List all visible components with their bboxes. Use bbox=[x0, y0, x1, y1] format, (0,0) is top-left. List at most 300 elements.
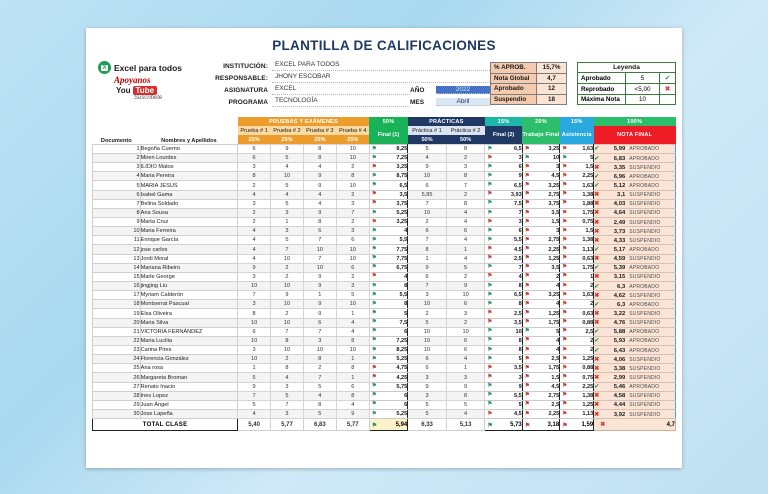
cell-prueba1[interactable]: 2 bbox=[238, 181, 271, 190]
cell-prueba1[interactable]: 8 bbox=[238, 309, 271, 318]
cell-practica1[interactable]: 6 bbox=[408, 364, 447, 373]
cell-final2[interactable]: ⚑ 3 bbox=[485, 218, 522, 227]
cell-nombre[interactable]: Isabel Gama bbox=[140, 190, 238, 199]
cell-prueba4[interactable]: 4 bbox=[336, 318, 369, 327]
cell-practica2[interactable]: 4 bbox=[446, 236, 485, 245]
cell-final1[interactable]: ⚑ 4 bbox=[369, 227, 408, 236]
cell-trabajo-final[interactable]: ⚑ 4 bbox=[522, 282, 559, 291]
cell-prueba4[interactable]: 10 bbox=[336, 254, 369, 263]
cell-final2[interactable]: ⚑ 3,93 bbox=[485, 190, 522, 199]
cell-nombre[interactable]: Renato Inacio bbox=[140, 382, 238, 391]
cell-prueba1[interactable]: 2 bbox=[238, 208, 271, 217]
cell-final1[interactable]: ⚑ 7,5 bbox=[369, 318, 408, 327]
cell-prueba2[interactable]: 3 bbox=[271, 410, 304, 419]
value-institucion[interactable]: EXCEL PARA TODOS bbox=[272, 61, 490, 71]
cell-prueba1[interactable]: 5 bbox=[238, 373, 271, 382]
cell-prueba2[interactable]: 2 bbox=[271, 272, 304, 281]
cell-prueba1[interactable]: 9 bbox=[238, 263, 271, 272]
cell-nombre[interactable]: Maria Silva bbox=[140, 318, 238, 327]
cell-trabajo-final[interactable]: ⚑ 2,75 bbox=[522, 391, 559, 400]
cell-final1[interactable]: ⚑ 8 bbox=[369, 300, 408, 309]
cell-prueba1[interactable]: 4 bbox=[238, 236, 271, 245]
table-row[interactable] bbox=[93, 144, 676, 153]
cell-practica1[interactable]: 5 bbox=[408, 318, 447, 327]
cell-nombre[interactable]: Marta Cruz bbox=[140, 218, 238, 227]
cell-final2[interactable]: ⚑ 10 bbox=[485, 327, 522, 336]
cell-trabajo-final[interactable]: ⚑ 2 bbox=[522, 272, 559, 281]
cell-asistencia[interactable]: ⚑ 1,5 bbox=[560, 227, 594, 236]
cell-documento[interactable]: 7 bbox=[93, 199, 141, 208]
cell-nombre[interactable]: Myriam Calderón bbox=[140, 291, 238, 300]
cell-final1[interactable]: ⚑ 5,5 bbox=[369, 236, 408, 245]
table-row[interactable] bbox=[93, 172, 676, 181]
cell-practica2[interactable]: 3 bbox=[446, 163, 485, 172]
cell-documento[interactable]: 9 bbox=[93, 218, 141, 227]
cell-final1[interactable]: ⚑ 6 bbox=[369, 327, 408, 336]
cell-nota-final[interactable] bbox=[594, 245, 676, 254]
cell-final1[interactable]: ⚑ 5,25 bbox=[369, 208, 408, 217]
cell-practica2[interactable]: 8 bbox=[446, 172, 485, 181]
cell-nombre[interactable]: Ines Lopez bbox=[140, 391, 238, 400]
cell-trabajo-final[interactable]: ⚑ 1,5 bbox=[522, 373, 559, 382]
cell-documento[interactable]: 3 bbox=[93, 163, 141, 172]
cell-prueba3[interactable]: 6 bbox=[303, 227, 336, 236]
cell-prueba2[interactable]: 10 bbox=[271, 346, 304, 355]
value-programa[interactable]: TECNOLOGÍA bbox=[272, 97, 410, 107]
table-row[interactable] bbox=[93, 400, 676, 409]
cell-final2[interactable]: ⚑ 5,5 bbox=[485, 236, 522, 245]
cell-practica2[interactable]: 6 bbox=[446, 227, 485, 236]
cell-final2[interactable]: ⚑ 4 bbox=[485, 272, 522, 281]
cell-final1[interactable]: ⚑ 5,5 bbox=[369, 291, 408, 300]
cell-asistencia[interactable]: ⚑ 1,63 bbox=[560, 181, 594, 190]
cell-nombre[interactable]: Elsa Oliveira bbox=[140, 309, 238, 318]
cell-practica2[interactable]: 8 bbox=[446, 199, 485, 208]
cell-prueba3[interactable]: 10 bbox=[303, 245, 336, 254]
table-row[interactable] bbox=[93, 236, 676, 245]
cell-final2[interactable]: ⚑ 8 bbox=[485, 300, 522, 309]
cell-final2[interactable]: ⚑ 4,5 bbox=[485, 245, 522, 254]
cell-prueba3[interactable]: 3 bbox=[303, 336, 336, 345]
cell-prueba1[interactable]: 10 bbox=[238, 282, 271, 291]
cell-nombre[interactable]: Carina Pires bbox=[140, 346, 238, 355]
cell-practica1[interactable]: 10 bbox=[408, 208, 447, 217]
cell-final1[interactable]: ⚑ 3,75 bbox=[369, 199, 408, 208]
cell-final1[interactable]: ⚑ 7,75 bbox=[369, 245, 408, 254]
cell-prueba1[interactable]: 6 bbox=[238, 327, 271, 336]
cell-practica1[interactable]: 5,85 bbox=[408, 190, 447, 199]
cell-nombre[interactable]: Montserrat Pascual bbox=[140, 300, 238, 309]
cell-nota-final[interactable] bbox=[594, 336, 676, 345]
cell-prueba3[interactable]: 10 bbox=[303, 346, 336, 355]
cell-prueba3[interactable]: 7 bbox=[303, 327, 336, 336]
cell-prueba2[interactable]: 10 bbox=[271, 172, 304, 181]
cell-prueba2[interactable]: 7 bbox=[271, 327, 304, 336]
cell-asistencia[interactable]: ⚑ 2,25 bbox=[560, 172, 594, 181]
cell-final2[interactable]: ⚑ 5 bbox=[485, 355, 522, 364]
cell-documento[interactable]: 19 bbox=[93, 309, 141, 318]
cell-trabajo-final[interactable]: ⚑ 3,25 bbox=[522, 144, 559, 153]
cell-trabajo-final[interactable]: ⚑ 10 bbox=[522, 154, 559, 163]
cell-practica1[interactable]: 6 bbox=[408, 355, 447, 364]
cell-practica2[interactable]: 5 bbox=[446, 400, 485, 409]
cell-practica2[interactable]: 9 bbox=[446, 282, 485, 291]
cell-trabajo-final[interactable]: ⚑ 2,25 bbox=[522, 410, 559, 419]
cell-trabajo-final[interactable]: ⚑ 3,75 bbox=[522, 199, 559, 208]
cell-final1[interactable]: ⚑ 6,75 bbox=[369, 263, 408, 272]
cell-prueba4[interactable]: 1 bbox=[336, 309, 369, 318]
cell-prueba3[interactable]: 9 bbox=[303, 172, 336, 181]
cell-documento[interactable]: 4 bbox=[93, 172, 141, 181]
cell-nombre[interactable]: Jose Lapeña bbox=[140, 410, 238, 419]
cell-practica1[interactable]: 7 bbox=[408, 199, 447, 208]
cell-nombre[interactable]: Mariana Ribeiro bbox=[140, 263, 238, 272]
cell-asistencia[interactable]: ⚑ 2 bbox=[560, 336, 594, 345]
cell-prueba3[interactable]: 8 bbox=[303, 218, 336, 227]
cell-nota-final[interactable] bbox=[594, 154, 676, 163]
cell-documento[interactable]: 26 bbox=[93, 373, 141, 382]
table-row[interactable] bbox=[93, 355, 676, 364]
cell-prueba1[interactable]: 4 bbox=[238, 410, 271, 419]
cell-asistencia[interactable]: ⚑ 2 bbox=[560, 346, 594, 355]
cell-prueba4[interactable]: 4 bbox=[336, 327, 369, 336]
cell-prueba1[interactable]: 4 bbox=[238, 254, 271, 263]
cell-documento[interactable]: 18 bbox=[93, 300, 141, 309]
table-row[interactable] bbox=[93, 391, 676, 400]
cell-prueba3[interactable]: 5 bbox=[303, 410, 336, 419]
cell-nota-final[interactable] bbox=[594, 355, 676, 364]
cell-practica1[interactable]: 8 bbox=[408, 245, 447, 254]
cell-prueba2[interactable]: 1 bbox=[271, 218, 304, 227]
cell-prueba4[interactable]: 8 bbox=[336, 391, 369, 400]
cell-asistencia[interactable]: ⚑ 0,75 bbox=[560, 373, 594, 382]
cell-prueba1[interactable]: 7 bbox=[238, 291, 271, 300]
cell-practica2[interactable]: 2 bbox=[446, 318, 485, 327]
cell-nota-final[interactable] bbox=[594, 218, 676, 227]
table-row[interactable] bbox=[93, 272, 676, 281]
cell-prueba3[interactable]: 1 bbox=[303, 291, 336, 300]
cell-final1[interactable]: ⚑ 7,25 bbox=[369, 154, 408, 163]
cell-trabajo-final[interactable]: ⚑ 2,75 bbox=[522, 236, 559, 245]
cell-final1[interactable]: ⚑ 7,75 bbox=[369, 254, 408, 263]
cell-practica2[interactable]: 1 bbox=[446, 364, 485, 373]
cell-prueba4[interactable]: 1 bbox=[336, 355, 369, 364]
cell-documento[interactable]: 23 bbox=[93, 346, 141, 355]
table-row[interactable] bbox=[93, 154, 676, 163]
cell-nota-final[interactable] bbox=[594, 227, 676, 236]
cell-prueba2[interactable]: 7 bbox=[271, 245, 304, 254]
cell-nota-final[interactable] bbox=[594, 300, 676, 309]
cell-documento[interactable]: 6 bbox=[93, 190, 141, 199]
cell-nota-final[interactable] bbox=[594, 199, 676, 208]
cell-final2[interactable]: ⚑ 2,5 bbox=[485, 254, 522, 263]
cell-practica1[interactable]: 9 bbox=[408, 163, 447, 172]
cell-prueba2[interactable]: 3 bbox=[271, 227, 304, 236]
cell-nombre[interactable]: VICTORIA FERNÁNDEZ bbox=[140, 327, 238, 336]
cell-practica2[interactable]: 3 bbox=[446, 373, 485, 382]
cell-prueba2[interactable]: 9 bbox=[271, 291, 304, 300]
cell-final2[interactable]: ⚑ 6 bbox=[485, 227, 522, 236]
cell-nota-final[interactable] bbox=[594, 364, 676, 373]
cell-nota-final[interactable] bbox=[594, 346, 676, 355]
cell-nombre[interactable]: Margareta Broman bbox=[140, 373, 238, 382]
cell-prueba4[interactable]: 5 bbox=[336, 291, 369, 300]
cell-documento[interactable]: 15 bbox=[93, 272, 141, 281]
cell-prueba2[interactable]: 3 bbox=[271, 382, 304, 391]
cell-practica2[interactable]: 4 bbox=[446, 208, 485, 217]
table-row[interactable] bbox=[93, 336, 676, 345]
cell-prueba2[interactable]: 2 bbox=[271, 309, 304, 318]
cell-final1[interactable]: ⚑ 5 bbox=[369, 309, 408, 318]
cell-nota-final[interactable] bbox=[594, 309, 676, 318]
cell-final2[interactable]: ⚑ 4,5 bbox=[485, 410, 522, 419]
cell-practica1[interactable]: 7 bbox=[408, 282, 447, 291]
cell-prueba1[interactable]: 10 bbox=[238, 336, 271, 345]
cell-asistencia[interactable]: ⚑ 5 bbox=[560, 154, 594, 163]
cell-trabajo-final[interactable]: ⚑ 1,25 bbox=[522, 254, 559, 263]
cell-asistencia[interactable]: ⚑ 1,75 bbox=[560, 208, 594, 217]
cell-asistencia[interactable]: ⚑ 0,63 bbox=[560, 309, 594, 318]
table-row[interactable] bbox=[93, 318, 676, 327]
cell-prueba4[interactable]: 10 bbox=[336, 144, 369, 153]
cell-nombre[interactable]: MARIA JESUS bbox=[140, 181, 238, 190]
cell-prueba1[interactable]: 1 bbox=[238, 364, 271, 373]
cell-practica1[interactable]: 5 bbox=[408, 144, 447, 153]
cell-final2[interactable]: ⚑ 3,5 bbox=[485, 364, 522, 373]
table-row[interactable] bbox=[93, 364, 676, 373]
table-row[interactable] bbox=[93, 291, 676, 300]
cell-practica1[interactable]: 10 bbox=[408, 300, 447, 309]
cell-prueba4[interactable]: 2 bbox=[336, 163, 369, 172]
value-mes[interactable]: Abril bbox=[436, 98, 490, 106]
cell-final1[interactable]: ⚑ 8,25 bbox=[369, 346, 408, 355]
cell-nota-final[interactable] bbox=[594, 318, 676, 327]
cell-final1[interactable]: ⚑ 4,25 bbox=[369, 373, 408, 382]
cell-practica2[interactable]: 9 bbox=[446, 382, 485, 391]
cell-prueba4[interactable]: 6 bbox=[336, 382, 369, 391]
cell-final2[interactable]: ⚑ 7 bbox=[485, 263, 522, 272]
cell-nombre[interactable]: jose carlos bbox=[140, 245, 238, 254]
table-row[interactable] bbox=[93, 373, 676, 382]
cell-nombre[interactable]: Miren Lourdes bbox=[140, 154, 238, 163]
cell-nombre[interactable]: Florencia González bbox=[140, 355, 238, 364]
cell-nota-final[interactable] bbox=[594, 254, 676, 263]
cell-asistencia[interactable]: ⚑ 2 bbox=[560, 282, 594, 291]
cell-asistencia[interactable]: ⚑ 1,25 bbox=[560, 355, 594, 364]
cell-practica2[interactable]: 10 bbox=[446, 327, 485, 336]
cell-asistencia[interactable]: ⚑ 1 bbox=[560, 272, 594, 281]
cell-nota-final[interactable] bbox=[594, 282, 676, 291]
cell-practica1[interactable]: 6 bbox=[408, 272, 447, 281]
cell-documento[interactable]: 13 bbox=[93, 254, 141, 263]
cell-practica1[interactable]: 7 bbox=[408, 236, 447, 245]
cell-asistencia[interactable]: ⚑ 0,88 bbox=[560, 364, 594, 373]
cell-prueba4[interactable]: 3 bbox=[336, 227, 369, 236]
cell-nombre[interactable]: Jordi Moral bbox=[140, 254, 238, 263]
cell-nota-final[interactable] bbox=[594, 236, 676, 245]
cell-prueba1[interactable]: 10 bbox=[238, 318, 271, 327]
cell-trabajo-final[interactable]: ⚑ 1,5 bbox=[522, 218, 559, 227]
cell-final2[interactable]: ⚑ 8 bbox=[485, 346, 522, 355]
cell-final2[interactable]: ⚑ 7 bbox=[485, 208, 522, 217]
cell-practica2[interactable]: 7 bbox=[446, 181, 485, 190]
cell-practica2[interactable]: 6 bbox=[446, 336, 485, 345]
cell-final1[interactable]: ⚑ 6 bbox=[369, 400, 408, 409]
cell-prueba2[interactable]: 10 bbox=[271, 318, 304, 327]
cell-nota-final[interactable] bbox=[594, 263, 676, 272]
cell-practica1[interactable]: 4 bbox=[408, 154, 447, 163]
cell-final1[interactable]: ⚑ 6 bbox=[369, 391, 408, 400]
cell-trabajo-final[interactable]: ⚑ 4 bbox=[522, 346, 559, 355]
cell-asistencia[interactable]: ⚑ 1,38 bbox=[560, 190, 594, 199]
cell-prueba2[interactable]: 5 bbox=[271, 181, 304, 190]
cell-practica2[interactable]: 4 bbox=[446, 410, 485, 419]
cell-prueba3[interactable]: 7 bbox=[303, 373, 336, 382]
cell-trabajo-final[interactable]: ⚑ 4 bbox=[522, 300, 559, 309]
cell-prueba1[interactable]: 7 bbox=[238, 391, 271, 400]
cell-practica2[interactable]: 1 bbox=[446, 245, 485, 254]
cell-practica2[interactable]: 4 bbox=[446, 355, 485, 364]
cell-prueba2[interactable]: 8 bbox=[271, 364, 304, 373]
cell-prueba3[interactable]: 4 bbox=[303, 199, 336, 208]
cell-documento[interactable]: 25 bbox=[93, 364, 141, 373]
cell-documento[interactable]: 20 bbox=[93, 318, 141, 327]
cell-prueba1[interactable]: 4 bbox=[238, 190, 271, 199]
cell-prueba4[interactable]: 10 bbox=[336, 300, 369, 309]
cell-nombre[interactable]: Begoña Cuerno bbox=[140, 144, 238, 153]
cell-prueba4[interactable]: 10 bbox=[336, 245, 369, 254]
cell-nombre[interactable]: Belina Soldado bbox=[140, 199, 238, 208]
cell-nombre[interactable]: Maria Ferreira bbox=[140, 227, 238, 236]
value-ano[interactable]: 2022 bbox=[436, 86, 490, 94]
cell-nota-final[interactable] bbox=[594, 327, 676, 336]
cell-nota-final[interactable] bbox=[594, 172, 676, 181]
cell-practica1[interactable]: 10 bbox=[408, 336, 447, 345]
cell-trabajo-final[interactable]: ⚑ 5 bbox=[522, 327, 559, 336]
cell-final2[interactable]: ⚑ 8 bbox=[485, 282, 522, 291]
cell-practica1[interactable]: 6 bbox=[408, 227, 447, 236]
cell-nota-final[interactable] bbox=[594, 391, 676, 400]
cell-prueba2[interactable]: 5 bbox=[271, 236, 304, 245]
cell-prueba3[interactable]: 7 bbox=[303, 236, 336, 245]
cell-asistencia[interactable]: ⚑ 2,5 bbox=[560, 327, 594, 336]
cell-documento[interactable]: 16 bbox=[93, 282, 141, 291]
cell-trabajo-final[interactable]: ⚑ 2,5 bbox=[522, 355, 559, 364]
cell-practica2[interactable]: 2 bbox=[446, 272, 485, 281]
cell-nombre[interactable]: Ana rosa bbox=[140, 364, 238, 373]
cell-documento[interactable]: 10 bbox=[93, 227, 141, 236]
cell-prueba3[interactable]: 9 bbox=[303, 282, 336, 291]
cell-asistencia[interactable]: ⚑ 0,75 bbox=[560, 218, 594, 227]
cell-prueba2[interactable]: 4 bbox=[271, 163, 304, 172]
cell-practica2[interactable]: 5 bbox=[446, 263, 485, 272]
cell-practica1[interactable]: 9 bbox=[408, 263, 447, 272]
cell-prueba1[interactable]: 4 bbox=[238, 227, 271, 236]
cell-prueba2[interactable]: 10 bbox=[271, 282, 304, 291]
cell-final1[interactable]: ⚑ 6,5 bbox=[369, 181, 408, 190]
cell-documento[interactable]: 21 bbox=[93, 327, 141, 336]
cell-prueba3[interactable]: 8 bbox=[303, 355, 336, 364]
cell-final2[interactable]: ⚑ 3 bbox=[485, 373, 522, 382]
table-row[interactable] bbox=[93, 218, 676, 227]
cell-asistencia[interactable]: ⚑ 1,63 bbox=[560, 144, 594, 153]
cell-prueba4[interactable]: 3 bbox=[336, 199, 369, 208]
cell-prueba3[interactable]: 4 bbox=[303, 190, 336, 199]
cell-trabajo-final[interactable]: ⚑ 4,5 bbox=[522, 172, 559, 181]
table-row[interactable] bbox=[93, 382, 676, 391]
cell-asistencia[interactable]: ⚑ 2,25 bbox=[560, 382, 594, 391]
cell-prueba3[interactable]: 4 bbox=[303, 163, 336, 172]
cell-prueba2[interactable]: 3 bbox=[271, 208, 304, 217]
cell-prueba2[interactable]: 2 bbox=[271, 355, 304, 364]
cell-final2[interactable]: ⚑ 2,5 bbox=[485, 309, 522, 318]
cell-asistencia[interactable]: ⚑ 1,5 bbox=[560, 163, 594, 172]
cell-prueba3[interactable]: 8 bbox=[303, 400, 336, 409]
table-row[interactable] bbox=[93, 300, 676, 309]
cell-prueba1[interactable]: 6 bbox=[238, 144, 271, 153]
cell-asistencia[interactable]: ⚑ 1,13 bbox=[560, 245, 594, 254]
cell-prueba2[interactable]: 5 bbox=[271, 154, 304, 163]
cell-prueba4[interactable]: 10 bbox=[336, 154, 369, 163]
cell-nombre[interactable]: Maria Lucilia bbox=[140, 336, 238, 345]
cell-final2[interactable]: ⚑ 5 bbox=[485, 400, 522, 409]
cell-practica1[interactable]: 3 bbox=[408, 291, 447, 300]
cell-documento[interactable]: 11 bbox=[93, 236, 141, 245]
cell-prueba1[interactable]: 3 bbox=[238, 199, 271, 208]
cell-practica1[interactable]: 10 bbox=[408, 172, 447, 181]
cell-nota-final[interactable] bbox=[594, 400, 676, 409]
cell-practica2[interactable]: 6 bbox=[446, 300, 485, 309]
cell-documento[interactable]: 2 bbox=[93, 154, 141, 163]
cell-nota-final[interactable] bbox=[594, 163, 676, 172]
value-asignatura[interactable]: EXCEL bbox=[272, 85, 410, 95]
cell-final1[interactable]: ⚑ 7,25 bbox=[369, 336, 408, 345]
cell-final1[interactable]: ⚑ 5,75 bbox=[369, 382, 408, 391]
cell-prueba4[interactable]: 8 bbox=[336, 172, 369, 181]
table-row[interactable] bbox=[93, 327, 676, 336]
table-row[interactable] bbox=[93, 245, 676, 254]
cell-nombre[interactable]: Enrique García bbox=[140, 236, 238, 245]
cell-documento[interactable]: 8 bbox=[93, 208, 141, 217]
cell-nombre[interactable]: ILIDIO Matos bbox=[140, 163, 238, 172]
cell-prueba3[interactable]: 5 bbox=[303, 382, 336, 391]
cell-trabajo-final[interactable]: ⚑ 2,5 bbox=[522, 400, 559, 409]
cell-prueba3[interactable]: 8 bbox=[303, 154, 336, 163]
cell-final2[interactable]: ⚑ 9 bbox=[485, 172, 522, 181]
cell-asistencia[interactable]: ⚑ 0,63 bbox=[560, 254, 594, 263]
cell-asistencia[interactable]: ⚑ 2 bbox=[560, 300, 594, 309]
cell-practica2[interactable]: 8 bbox=[446, 144, 485, 153]
cell-asistencia[interactable]: ⚑ 0,88 bbox=[560, 318, 594, 327]
cell-prueba3[interactable]: 9 bbox=[303, 309, 336, 318]
cell-prueba4[interactable]: 7 bbox=[336, 208, 369, 217]
cell-final1[interactable]: ⚑ 4 bbox=[369, 272, 408, 281]
cell-final2[interactable]: ⚑ 3 bbox=[485, 154, 522, 163]
cell-documento[interactable]: 29 bbox=[93, 400, 141, 409]
cell-documento[interactable]: 30 bbox=[93, 410, 141, 419]
cell-prueba4[interactable]: 8 bbox=[336, 336, 369, 345]
cell-trabajo-final[interactable]: ⚑ 3,5 bbox=[522, 263, 559, 272]
cell-prueba3[interactable]: 9 bbox=[303, 300, 336, 309]
cell-final1[interactable]: ⚑ 8 bbox=[369, 282, 408, 291]
cell-final1[interactable]: ⚑ 5,25 bbox=[369, 355, 408, 364]
cell-asistencia[interactable]: ⚑ 1,38 bbox=[560, 236, 594, 245]
cell-trabajo-final[interactable]: ⚑ 3 bbox=[522, 227, 559, 236]
cell-asistencia[interactable]: ⚑ 1,88 bbox=[560, 199, 594, 208]
cell-prueba4[interactable]: 3 bbox=[336, 282, 369, 291]
cell-asistencia[interactable]: ⚑ 1,25 bbox=[560, 400, 594, 409]
cell-final2[interactable]: ⚑ 6,5 bbox=[485, 144, 522, 153]
